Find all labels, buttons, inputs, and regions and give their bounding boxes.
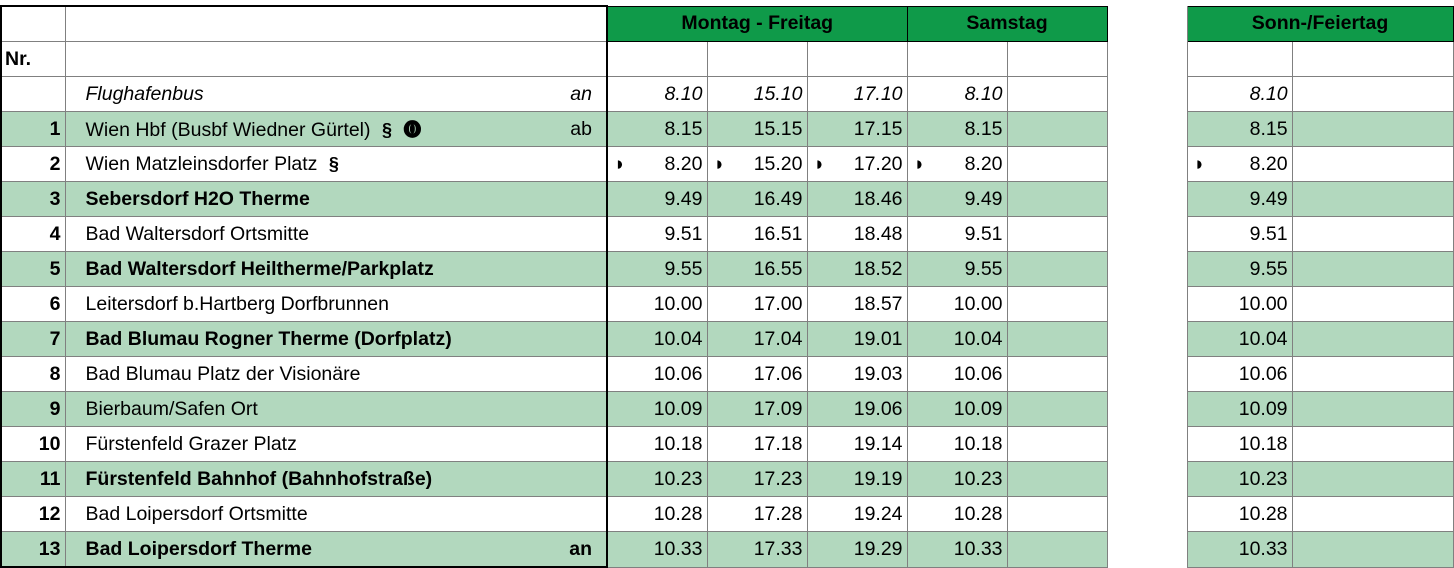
stop-number: 10: [1, 427, 65, 462]
departure-time: ◗ 8.20: [907, 147, 1007, 182]
departure-time: 10.04: [907, 322, 1007, 357]
half-circle-icon: ◗: [713, 153, 726, 175]
departure-time: 18.46: [807, 182, 907, 217]
departure-time: ◗ 17.20: [807, 147, 907, 182]
table-row: [1, 322, 1453, 357]
departure-time: 17.28: [707, 497, 807, 532]
departure-time: 19.14: [807, 427, 907, 462]
departure-time: 10.06: [607, 357, 707, 392]
stop-number: 5: [1, 252, 65, 287]
departure-time: 10.00: [907, 287, 1007, 322]
departure-time: 8.15: [1187, 112, 1292, 147]
stop-name: Bad Loipersdorf Therme an: [65, 532, 607, 568]
table-row: [1, 357, 1453, 392]
departure-time: 10.28: [1187, 497, 1292, 532]
departure-time: 10.09: [1187, 392, 1292, 427]
flight-time: 15.10: [707, 77, 807, 112]
group-sunday-header: Sonn-/Feiertag: [1187, 6, 1453, 42]
departure-time: 10.09: [907, 392, 1007, 427]
departure-time: 10.04: [1187, 322, 1292, 357]
stop-name: Bad Loipersdorf Ortsmitte: [65, 497, 607, 532]
stop-name: Bad Waltersdorf Heiltherme/Parkplatz: [65, 252, 607, 287]
stop-name: Wien Matzleinsdorfer Platz §: [65, 147, 607, 182]
departure-time: ◗ 8.20: [1187, 147, 1292, 182]
departure-time: 19.03: [807, 357, 907, 392]
nr-header: Nr.: [1, 42, 65, 77]
departure-time: 10.33: [907, 532, 1007, 568]
departure-time: 9.49: [907, 182, 1007, 217]
stop-name: Fürstenfeld Bahnhof (Bahnhofstraße): [65, 462, 607, 497]
flight-time: 17.10: [807, 77, 907, 112]
stop-number: 7: [1, 322, 65, 357]
departure-time: ◗ 8.20: [607, 147, 707, 182]
group-header-row: [1, 6, 1453, 42]
stop-name: Bad Blumau Platz der Visionäre: [65, 357, 607, 392]
table-row: [1, 147, 1453, 182]
stop-number: 6: [1, 287, 65, 322]
departure-time: 9.55: [1187, 252, 1292, 287]
departure-time: 17.00: [707, 287, 807, 322]
stop-direction: ab: [570, 118, 592, 140]
departure-time: 8.15: [907, 112, 1007, 147]
table-row: [1, 497, 1453, 532]
s-symbol-icon: §: [381, 120, 392, 140]
half-circle-icon: ◗: [813, 153, 826, 175]
departure-time: 17.09: [707, 392, 807, 427]
departure-time: 16.49: [707, 182, 807, 217]
departure-time: 10.23: [907, 462, 1007, 497]
table-row: [1, 462, 1453, 497]
table-row: [1, 182, 1453, 217]
departure-time: 17.04: [707, 322, 807, 357]
table-row: [1, 112, 1453, 147]
departure-time: 9.49: [607, 182, 707, 217]
stop-number: 8: [1, 357, 65, 392]
departure-time: ◗ 15.20: [707, 147, 807, 182]
departure-time: 10.06: [1187, 357, 1292, 392]
departure-time: 10.28: [607, 497, 707, 532]
stop-number: 4: [1, 217, 65, 252]
departure-time: 10.28: [907, 497, 1007, 532]
departure-time: 10.23: [1187, 462, 1292, 497]
group-saturday-header: Samstag: [907, 6, 1107, 42]
departure-time: 17.23: [707, 462, 807, 497]
half-circle-icon: ◗: [913, 153, 926, 175]
departure-time: 10.33: [607, 532, 707, 568]
stop-name: Wien Hbf (Busbf Wiedner Gürtel) § ⓿ ab: [65, 112, 607, 147]
departure-time: 10.06: [907, 357, 1007, 392]
departure-time: 9.51: [1187, 217, 1292, 252]
flight-time: 8.10: [607, 77, 707, 112]
table-row: [1, 217, 1453, 252]
table-row: [1, 427, 1453, 462]
table-row: [1, 287, 1453, 322]
departure-time: 9.49: [1187, 182, 1292, 217]
departure-time: 15.15: [707, 112, 807, 147]
stop-number: 1: [1, 112, 65, 147]
stop-number: 9: [1, 392, 65, 427]
departure-time: 10.18: [907, 427, 1007, 462]
departure-time: 10.18: [1187, 427, 1292, 462]
departure-time: 17.15: [807, 112, 907, 147]
departure-time: 10.23: [607, 462, 707, 497]
departure-time: 10.00: [1187, 287, 1292, 322]
departure-time: 19.19: [807, 462, 907, 497]
departure-time: 9.51: [907, 217, 1007, 252]
stop-name: Bierbaum/Safen Ort: [65, 392, 607, 427]
flight-row: [1, 77, 1453, 112]
departure-time: 10.33: [1187, 532, 1292, 568]
group-weekday-header: Montag - Freitag: [607, 6, 907, 42]
departure-time: 9.55: [607, 252, 707, 287]
s-symbol-icon: §: [328, 153, 339, 174]
o-symbol-icon: ⓿: [403, 120, 422, 140]
departure-time: 16.51: [707, 217, 807, 252]
departure-time: 17.18: [707, 427, 807, 462]
departure-time: 19.24: [807, 497, 907, 532]
departure-time: 19.29: [807, 532, 907, 568]
flight-time: 8.10: [907, 77, 1007, 112]
departure-time: 16.55: [707, 252, 807, 287]
nr-header-row: [1, 42, 1453, 77]
stop-name: Leitersdorf b.Hartberg Dorfbrunnen: [65, 287, 607, 322]
stop-name: Bad Waltersdorf Ortsmitte: [65, 217, 607, 252]
flight-time: 8.10: [1187, 77, 1292, 112]
stop-number: 2: [1, 147, 65, 182]
departure-time: 18.52: [807, 252, 907, 287]
departure-time: 8.15: [607, 112, 707, 147]
half-circle-icon: ◗: [614, 153, 626, 175]
departure-time: 19.06: [807, 392, 907, 427]
departure-time: 19.01: [807, 322, 907, 357]
stop-name: Sebersdorf H2O Therme: [65, 182, 607, 217]
departure-time: 9.55: [907, 252, 1007, 287]
table-row: [1, 252, 1453, 287]
flight-label: Flughafenbus an: [65, 77, 607, 112]
departure-time: 17.06: [707, 357, 807, 392]
departure-time: 18.57: [807, 287, 907, 322]
departure-time: 9.51: [607, 217, 707, 252]
flight-direction: an: [570, 83, 592, 105]
table-row: [1, 392, 1453, 427]
stop-number: 11: [1, 462, 65, 497]
stop-number: 12: [1, 497, 65, 532]
stop-number: 13: [1, 532, 65, 568]
departure-time: 10.04: [607, 322, 707, 357]
departure-time: 10.00: [607, 287, 707, 322]
departure-time: 10.18: [607, 427, 707, 462]
departure-time: 18.48: [807, 217, 907, 252]
stop-name: Bad Blumau Rogner Therme (Dorfplatz): [65, 322, 607, 357]
timetable: [0, 5, 1454, 568]
half-circle-icon: ◗: [1193, 153, 1206, 175]
departure-time: 17.33: [707, 532, 807, 568]
stop-direction: an: [569, 538, 592, 560]
departure-time: 10.09: [607, 392, 707, 427]
stop-name: Fürstenfeld Grazer Platz: [65, 427, 607, 462]
stop-number: 3: [1, 182, 65, 217]
table-row: [1, 532, 1453, 568]
